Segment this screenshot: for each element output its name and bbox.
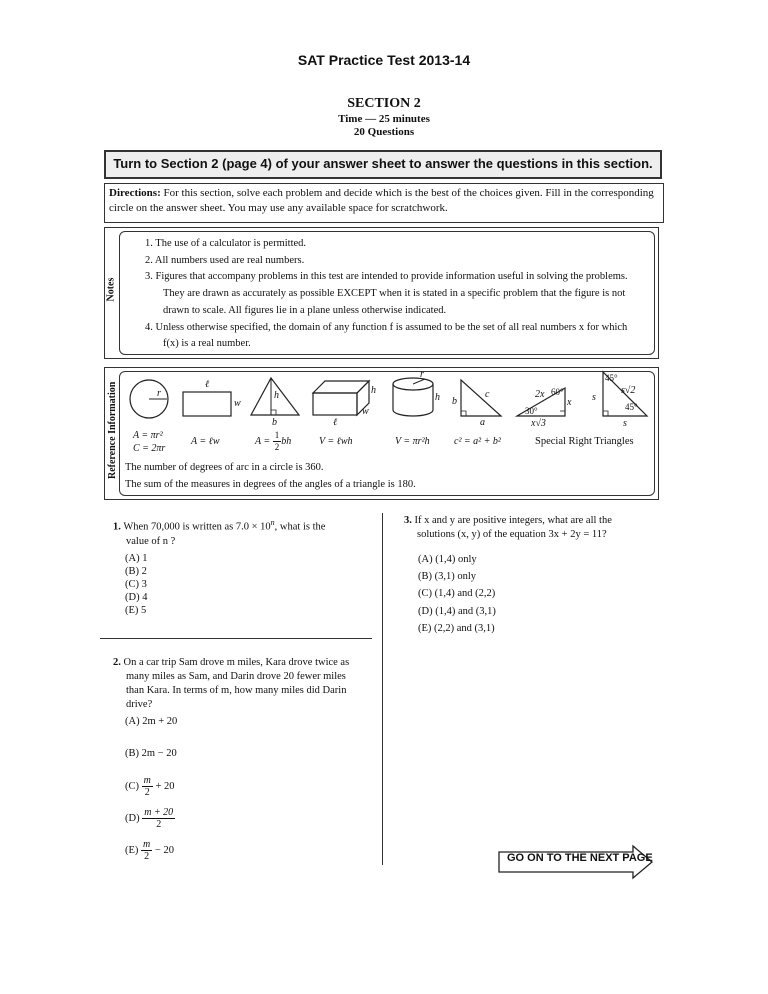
right-angle-mark — [603, 411, 608, 416]
answer-choice[interactable]: (D) $\frac{m + 20}{2}$ — [125, 807, 174, 830]
label-a: a — [480, 417, 485, 428]
question-2 — [113, 656, 383, 712]
question-text: than Kara. In terms of m, how many miles did Darin — [126, 685, 347, 696]
reference-box — [104, 367, 659, 500]
question-number: 3. — [404, 515, 412, 526]
note-item: 2. All numbers used are real numbers. — [145, 255, 305, 266]
label-c: c — [485, 389, 490, 400]
directions-box — [104, 183, 664, 223]
question-text: value of n ? — [126, 535, 176, 547]
answer-choice[interactable]: (E) (2,2) and (3,1) — [418, 623, 495, 634]
label-b: b — [452, 396, 457, 407]
label-b: b — [272, 417, 277, 428]
label-x: x — [567, 397, 572, 408]
question-3 — [404, 514, 704, 542]
question-text: If x and y are positive integers, what are all the — [414, 515, 612, 526]
section-question-count: 20 Questions — [353, 126, 415, 138]
label-l: ℓ — [205, 379, 210, 390]
answer-choice[interactable]: (E) 5 — [125, 605, 147, 616]
label-w: w — [362, 406, 369, 417]
right-angle-mark — [271, 410, 276, 415]
rectangle-figure — [183, 392, 231, 416]
reference-label: Reference Information — [107, 381, 118, 479]
question-text: , what is the — [274, 521, 326, 533]
answer-choice[interactable]: (E) $\frac{m}{2}$ − 20 — [125, 839, 174, 862]
formula-rectangle-area: A = ℓw — [191, 436, 220, 447]
label-45-degrees: 45° — [605, 373, 618, 383]
note-item: They are drawn as accurately as possible EXCEPT when it is stated in a specific problem that the figure is not — [163, 288, 626, 299]
question-1 — [113, 516, 383, 549]
reference-fact: The number of degrees of arc in a circle is 360. — [125, 462, 324, 473]
note-item: f(x) is a real number. — [163, 338, 251, 349]
section-title: SECTION 2 — [347, 96, 421, 111]
box-top-face — [313, 381, 369, 393]
directions-label: Directions: — [109, 187, 161, 199]
answer-choice[interactable]: (D) (1,4) and (3,1) — [418, 606, 496, 617]
question-text: When 70,000 is written as 7.0 × 10 — [123, 521, 271, 533]
formula-triangle-area: A = $\frac{1}{2}$ bh — [255, 430, 292, 452]
answer-choice[interactable]: (B) 2m − 20 — [125, 748, 177, 759]
formula-pythagorean: c² = a² + b² — [454, 436, 501, 447]
turn-instruction-text: Turn to Section 2 (page 4) of your answer sheet to answer the questions in this section. — [113, 156, 653, 171]
question-divider — [100, 638, 372, 639]
turn-instruction-box — [104, 150, 662, 179]
answer-choice[interactable]: (A) 2m + 20 — [125, 716, 178, 727]
next-page-label[interactable]: GO ON TO THE NEXT PAGE — [507, 852, 653, 864]
note-item: drawn to scale. All figures lie in a plane unless otherwise indicated. — [163, 305, 447, 316]
answer-choice[interactable]: (C) 3 — [125, 579, 147, 590]
label-s: s — [592, 392, 596, 403]
note-item: 3. Figures that accompany problems in this test are intended to provide information useful in solving the problems. — [145, 271, 628, 282]
label-h: h — [274, 390, 279, 401]
question-text: On a car trip Sam drove m miles, Kara drove twice as — [123, 657, 350, 668]
section-time: Time — 25 minutes — [338, 113, 430, 125]
question-text: many miles as Sam, and Darin drove 20 fewer miles — [126, 671, 346, 682]
note-item: 1. The use of a calculator is permitted. — [145, 238, 307, 249]
label-l: ℓ — [333, 417, 338, 428]
note-item: 4. Unless otherwise specified, the domain of any function f is assumed to be the set of all real numbers x for which — [145, 322, 628, 333]
answer-choice[interactable]: (C) (1,4) and (2,2) — [418, 588, 496, 599]
label-s: s — [623, 418, 627, 429]
label-r: r — [157, 388, 161, 399]
formula-circle-area: A = πr² — [133, 430, 163, 441]
question-text: solutions (x, y) of the equation 3x + 2y = 11? — [417, 529, 607, 540]
label-w: w — [234, 398, 241, 409]
reference-fact: The sum of the measures in degrees of the angles of a triangle is 180. — [125, 479, 416, 490]
label-x-root3: x√3 — [531, 418, 546, 429]
right-triangle-figure — [461, 380, 501, 416]
cylinder-bottom — [393, 410, 433, 416]
question-text: drive? — [126, 699, 153, 710]
label-45-degrees: 45° — [625, 402, 638, 412]
right-angle-mark — [461, 411, 466, 416]
formula-circumference: C = 2πr — [133, 443, 166, 454]
label-60-degrees: 60° — [551, 387, 564, 397]
box-front-face — [313, 393, 357, 415]
notes-box — [104, 227, 659, 359]
label-h: h — [435, 392, 440, 403]
question-number: 2. — [113, 657, 121, 668]
formula-box-volume: V = ℓwh — [319, 436, 353, 447]
question-number: 1. — [113, 521, 121, 533]
exponent: n — [270, 518, 275, 527]
label-30-degrees: 30° — [525, 406, 538, 416]
special-right-triangles-label: Special Right Triangles — [535, 436, 634, 447]
answer-choice[interactable]: (A) (1,4) only — [418, 554, 477, 565]
answer-choice[interactable]: (A) 1 — [125, 553, 148, 564]
label-r: r — [420, 369, 424, 380]
label-h: h — [371, 385, 376, 396]
answer-choice[interactable]: (B) (3,1) only — [418, 571, 477, 582]
label-2x: 2x — [535, 389, 545, 400]
formula-cylinder-volume: V = πr²h — [395, 436, 430, 447]
directions-text: For this section, solve each problem and decide which is the best of the choices given. Fill in the corresponding circle on the answer sheet. You may use any available space for scratchwork. — [109, 187, 654, 214]
answer-choice[interactable]: (C) $\frac{m}{2}$ + 20 — [125, 775, 175, 798]
notes-label: Notes — [105, 277, 117, 302]
page-title: SAT Practice Test 2013-14 — [297, 52, 471, 68]
answer-choice[interactable]: (B) 2 — [125, 566, 147, 577]
answer-choice[interactable]: (D) 4 — [125, 592, 148, 603]
label-s-root2: s√2 — [621, 385, 636, 396]
